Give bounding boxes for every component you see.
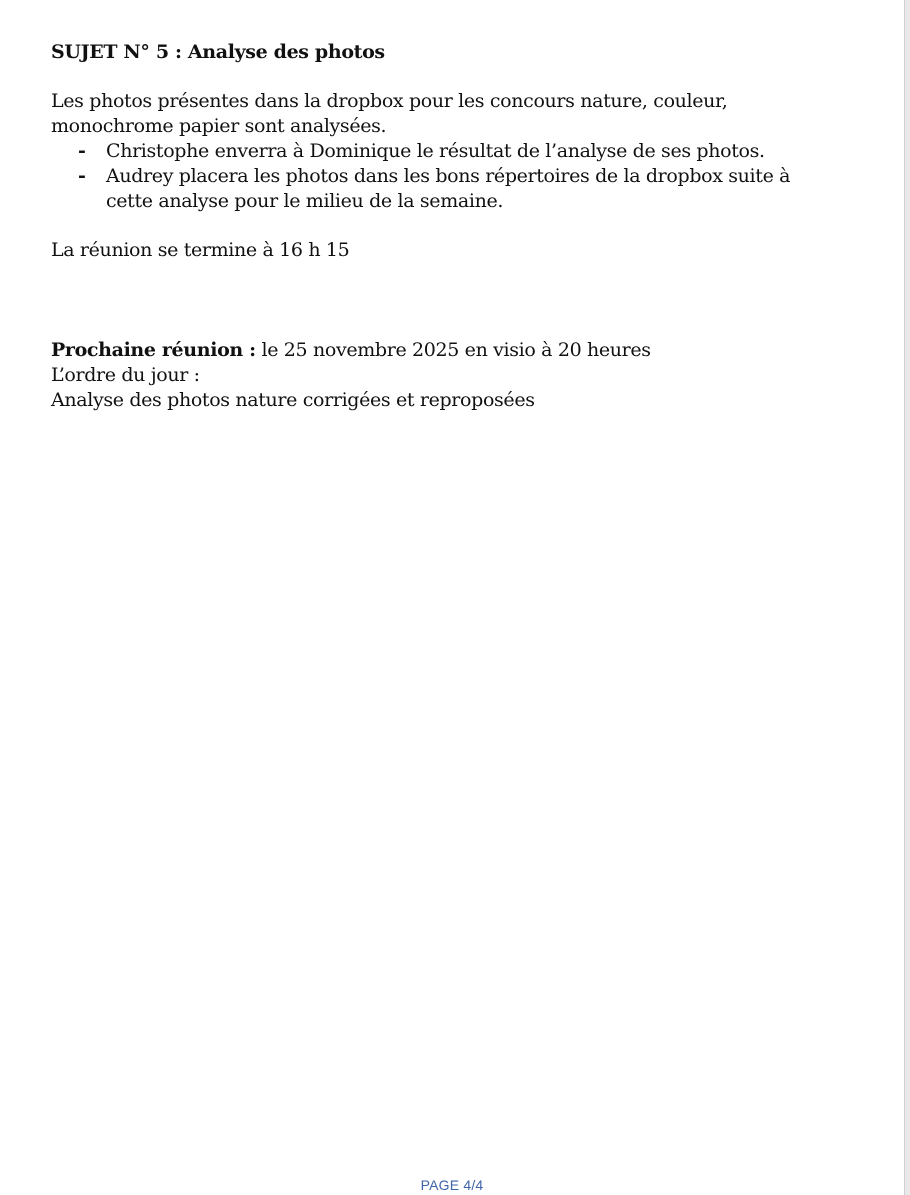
section-intro: Les photos présentes dans la dropbox pour les concours nature, couleur, monochrome papier sont analysées. [51, 90, 728, 137]
spacer [51, 65, 841, 89]
agenda-item: Analyse des photos nature corrigées et reproposées [51, 389, 535, 411]
spacer [51, 263, 841, 338]
page-edge-divider [904, 0, 910, 1195]
page-number: PAGE 4/4 [420, 1177, 484, 1193]
next-meeting-line [51, 338, 841, 363]
bullet-dash: - [78, 140, 86, 162]
spacer [51, 214, 841, 238]
next-meeting-details: le 25 novembre 2025 en visio à 20 heures [255, 339, 651, 361]
bullet-dash: - [78, 165, 86, 187]
list-item-text: Christophe enverra à Dominique le résultat de l’analyse de ses photos. [106, 140, 765, 162]
list-item [51, 139, 841, 164]
list-item [51, 164, 841, 214]
action-list [51, 139, 841, 214]
list-item-text: Audrey placera les photos dans les bons répertoires de la dropbox suite à cette analyse pour le milieu de la semaine. [106, 165, 791, 212]
page-content [51, 40, 841, 413]
closing-line: La réunion se termine à 16 h 15 [51, 239, 350, 261]
next-meeting-label: Prochaine réunion : [51, 339, 256, 361]
section-title: SUJET N° 5 : Analyse des photos [51, 41, 385, 63]
agenda-label: L’ordre du jour : [51, 364, 200, 386]
